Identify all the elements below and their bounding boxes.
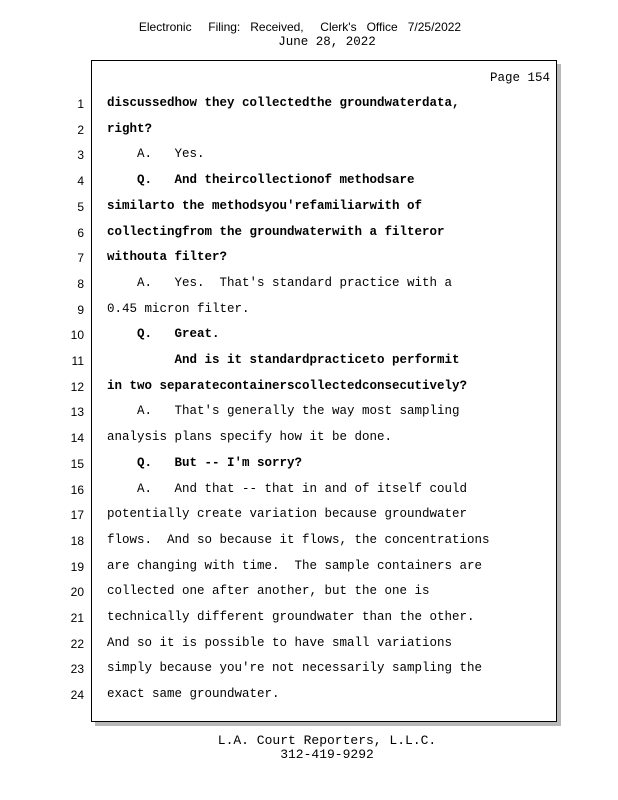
line-number: 14 [70, 431, 84, 445]
page-number: Page 154 [489, 71, 550, 85]
line-number: 5 [77, 200, 84, 214]
transcript-line: simply because you're not necessarily sampling the [107, 661, 483, 675]
reporter-company: L.A. Court Reporters, L.L.C. [217, 733, 437, 748]
line-number: 20 [70, 585, 84, 599]
transcript-line: are changing with time. The sample containers are [107, 559, 483, 573]
transcript-line: Q. Great. [107, 327, 220, 341]
transcript-line: analysis plans specify how it be done. [107, 430, 393, 444]
transcript-line: Q. But -- I'm sorry? [107, 456, 303, 470]
transcript-line: A. Yes. That's standard practice with a [107, 276, 453, 290]
line-number: 10 [70, 328, 84, 342]
line-number: 22 [70, 637, 84, 651]
line-number: 4 [77, 174, 84, 188]
transcript-line: A. And that -- that in and of itself could [107, 482, 468, 496]
line-number: 1 [77, 97, 84, 111]
reporter-phone: 312-419-9292 [280, 747, 374, 762]
line-number: 8 [77, 277, 84, 291]
transcript-line: similarto the methodsyou'refamiliarwith of [107, 199, 423, 213]
line-number: 12 [70, 380, 84, 394]
transcript-line: right? [107, 122, 153, 136]
deposition-date: June 28, 2022 [278, 35, 376, 49]
line-number: 13 [70, 405, 84, 419]
transcript-line: withouta filter? [107, 250, 228, 264]
transcript-line: And so it is possible to have small variations [107, 636, 453, 650]
line-number: 7 [77, 251, 84, 265]
line-number: 21 [70, 611, 84, 625]
transcript-line: flows. And so because it flows, the concentrations [107, 533, 490, 547]
transcript-line: exact same groundwater. [107, 687, 280, 701]
line-number: 24 [70, 688, 84, 702]
transcript-line: collectingfrom the groundwaterwith a filteror [107, 225, 445, 239]
line-number: 18 [70, 534, 84, 548]
transcript-line: technically different groundwater than the other. [107, 610, 475, 624]
line-number: 11 [71, 354, 84, 368]
transcript-line: in two separatecontainerscollectedconsecutively? [107, 379, 468, 393]
transcript-line: 0.45 micron filter. [107, 302, 250, 316]
filing-stamp: Electronic Filing: Received, Clerk's Office 7/25/2022 [138, 20, 462, 34]
line-number: 23 [70, 662, 84, 676]
line-number: 15 [70, 457, 84, 471]
line-number: 6 [77, 226, 84, 240]
line-number: 2 [77, 123, 84, 137]
line-number: 16 [70, 483, 84, 497]
transcript-line: discussedhow they collectedthe groundwaterdata, [107, 96, 460, 110]
transcript-line: potentially create variation because groundwater [107, 507, 468, 521]
transcript-line: Q. And theircollectionof methodsare [107, 173, 415, 187]
transcript-line: And is it standardpracticeto performit [107, 353, 460, 367]
line-number: 19 [70, 560, 84, 574]
line-number: 17 [70, 508, 84, 522]
line-number: 3 [77, 148, 84, 162]
transcript-line: A. That's generally the way most sampling [107, 404, 460, 418]
transcript-line: collected one after another, but the one is [107, 584, 430, 598]
line-number: 9 [77, 303, 84, 317]
transcript-line: A. Yes. [107, 147, 205, 161]
